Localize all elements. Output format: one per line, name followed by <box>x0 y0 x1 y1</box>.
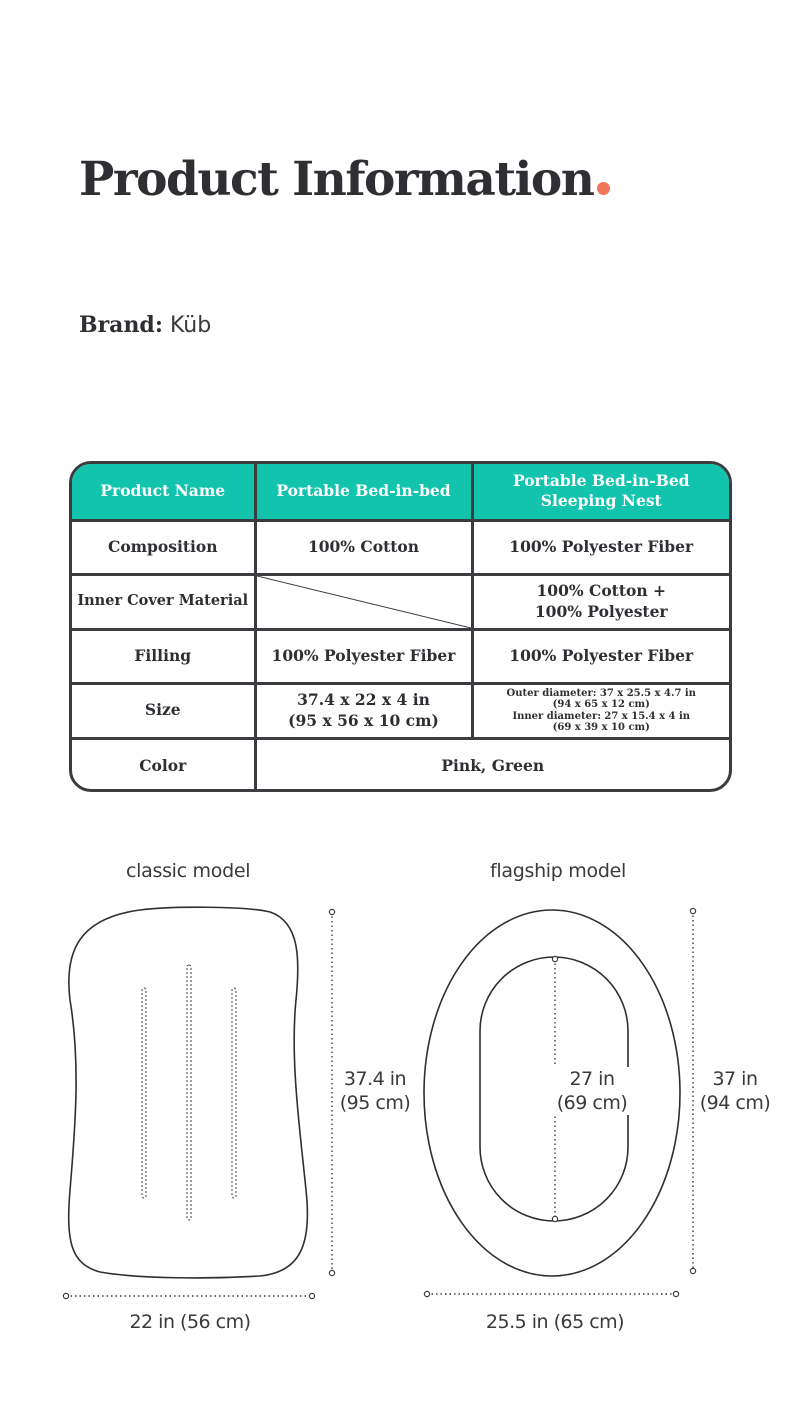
flagship-inner-label-line1: 27 in <box>569 1068 615 1090</box>
flagship-inner-label <box>554 1067 630 1115</box>
classic-height-label <box>338 1067 412 1115</box>
classic-width-dimension <box>63 1293 314 1298</box>
brand-value: Küb <box>169 313 212 338</box>
cell-filling-classic: 100% Polyester Fiber <box>255 629 472 683</box>
cell-size-flagship-line3: Inner diameter: 27 x 15.4 x 4 in <box>512 710 691 722</box>
seam-left <box>142 988 146 1198</box>
cell-inner-cover-flagship-line2: 100% Polyester <box>534 601 668 621</box>
cell-composition-flagship: 100% Polyester Fiber <box>472 520 729 574</box>
classic-height-dimension <box>329 909 334 1275</box>
flagship-model-title: flagship model <box>490 860 626 882</box>
classic-model-seams <box>142 965 236 1220</box>
seam-center <box>187 965 191 1220</box>
row-label-size: Size <box>72 683 255 738</box>
cell-filling-flagship: 100% Polyester Fiber <box>472 629 729 683</box>
column-header-classic: Portable Bed-in-bed <box>255 464 472 520</box>
column-header-product-name: Product Name <box>72 464 255 520</box>
cell-inner-cover-flagship-line1: 100% Cotton + <box>536 581 666 601</box>
seam-right <box>232 988 236 1198</box>
classic-width-label: 22 in (56 cm) <box>129 1311 251 1333</box>
cell-size-flagship-line1: Outer diameter: 37 x 25.5 x 4.7 in <box>506 687 696 699</box>
row-label-composition: Composition <box>72 520 255 574</box>
cell-composition-classic: 100% Cotton <box>255 520 472 574</box>
classic-model-outline <box>69 907 308 1278</box>
column-header-flagship-text: Portable Bed-in-Bed Sleeping Nest <box>512 471 690 511</box>
row-label-filling: Filling <box>72 629 255 683</box>
cell-size-classic-line1: 37.4 x 22 x 4 in <box>297 690 430 710</box>
page-title-text: Product Information <box>79 152 594 207</box>
row-label-color: Color <box>72 738 255 792</box>
flagship-width-label: 25.5 in (65 cm) <box>485 1311 625 1333</box>
cell-size-classic-line2: (95 x 56 x 10 cm) <box>288 710 439 730</box>
flagship-inner-label-line2: (69 cm) <box>556 1092 628 1114</box>
flagship-height-dimension <box>690 908 695 1273</box>
flagship-height-label <box>699 1067 771 1115</box>
classic-height-label-line2: (95 cm) <box>339 1092 411 1114</box>
cell-color-value: Pink, Green <box>255 738 729 792</box>
classic-height-label-line1: 37.4 in <box>343 1068 407 1090</box>
flagship-width-dimension <box>424 1291 678 1296</box>
cell-size-flagship-line4: (69 x 39 x 10 cm) <box>552 722 650 733</box>
flagship-height-label-line2: (94 cm) <box>699 1092 771 1114</box>
flagship-height-label-line1: 37 in <box>712 1068 758 1090</box>
cell-size-flagship-line2: (94 x 65 x 12 cm) <box>552 699 650 710</box>
row-label-inner-cover: Inner Cover Material <box>72 574 255 629</box>
classic-model-title: classic model <box>126 860 251 882</box>
brand-label: Brand: <box>79 312 163 338</box>
